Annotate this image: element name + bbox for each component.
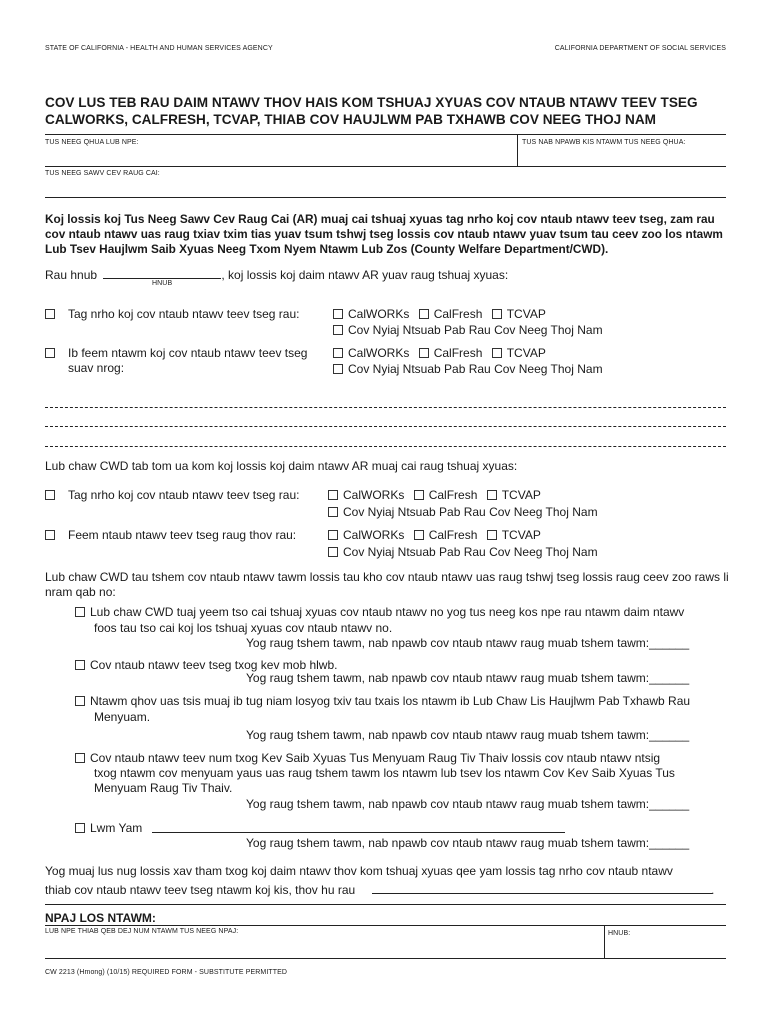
divider [45, 166, 726, 167]
checkbox-calworks[interactable] [333, 309, 343, 319]
preparer-name-field[interactable]: LUB NPE THIAB QEB DEJ NUM NTAWM TUS NEEG NPAJ: [45, 928, 239, 935]
checkbox[interactable] [45, 348, 55, 358]
checkbox-refugee[interactable] [333, 325, 343, 335]
s1-item1-label: Tag nrho koj cov ntaub ntawv teev tseg rau: [68, 307, 300, 321]
contact-input-line[interactable] [372, 893, 712, 894]
representative-field[interactable]: TUS NEEG SAWV CEV RAUG CAI: [45, 170, 160, 177]
tcvap-label: TCVAP [501, 488, 541, 502]
checkbox-tcvap[interactable] [492, 348, 502, 358]
checkbox[interactable] [45, 490, 55, 500]
s2-heading: Lub chaw CWD tab tom ua kom koj lossis koj daim ntawv AR muaj cai raug tshuaj xyuas: [45, 459, 518, 473]
s3-item3-line2: Menyuam. [94, 710, 151, 724]
s2-item1-refugee[interactable] [328, 505, 598, 520]
s2-item2-refugee[interactable] [328, 545, 598, 560]
checkbox-calworks[interactable] [333, 348, 343, 358]
date-prefix: Rau hnub [45, 268, 98, 282]
s3-heading: Lub chaw CWD tau tshem cov ntaub ntawv tawm lossis tau kho cov ntaub ntawv uas raug tshwj tseg lossis raug ceev zoo raws li nram qab no: [45, 570, 729, 599]
write-in-line[interactable] [45, 446, 726, 447]
checkbox-tcvap[interactable] [492, 309, 502, 319]
tcvap-label: TCVAP [501, 528, 541, 542]
date-suffix: , koj lossis koj daim ntawv AR yuav raug tshuaj xyuas: [221, 268, 509, 282]
calworks-label: CalWORKs [343, 528, 405, 542]
calfresh-label: CalFresh [433, 307, 483, 321]
closing-line1: Yog muaj lus nug lossis xav tham txog koj daim ntawv thov kom tshuaj xyuas qee yam lossis tag nrho cov ntaub ntawv [45, 864, 673, 878]
write-in-line[interactable] [45, 407, 726, 408]
checkbox[interactable] [75, 696, 85, 706]
s1-item1-programs [333, 307, 546, 322]
checkbox[interactable] [45, 309, 55, 319]
s1-item2-programs [333, 346, 546, 361]
checkbox[interactable] [75, 607, 85, 617]
checkbox-refugee[interactable] [328, 507, 338, 517]
calworks-label: CalWORKs [343, 488, 405, 502]
divider [45, 958, 726, 959]
s2-item2-label: Feem ntaub ntawv teev tseg raug thov rau: [68, 528, 297, 542]
s3-item1[interactable] [75, 605, 684, 620]
s3-item3-line1: Ntawm qhov uas tsis muaj ib tug niam losyog txiv tau txais los ntawm ib Lub Chaw Lis Haujlwm Pab Txhawb Rau [90, 694, 691, 708]
divider [517, 134, 518, 166]
checkbox[interactable] [75, 660, 85, 670]
agency-left: STATE OF CALIFORNIA - HEALTH AND HUMAN SERVICES AGENCY [45, 45, 273, 52]
calfresh-label: CalFresh [433, 346, 483, 360]
s3-item4-line2: txog ntawm cov menyuam yaus uas raug tshem tawm los ntawm lub tsev los ntawm Cov Kev Saib Xyuas Tus [94, 766, 675, 780]
calworks-label: CalWORKs [348, 346, 410, 360]
prepared-by-heading: NPAJ LOS NTAWM: [45, 911, 156, 925]
form-title-line2: CALWORKS, CALFRESH, TCVAP, THIAB COV HAUJLWM PAB TXHAWB COV NEEG THOJ NAM [45, 112, 656, 127]
s2-item1-programs [328, 488, 541, 503]
s3-item4[interactable] [75, 751, 660, 766]
s3-item5[interactable] [75, 821, 142, 836]
checkbox-calworks[interactable] [328, 490, 338, 500]
s1-item2[interactable] [45, 346, 307, 361]
refugee-label: Cov Nyiaj Ntsuab Pab Rau Cov Neeg Thoj Nam [348, 362, 603, 376]
divider [45, 134, 726, 135]
s3-item2-line1: Cov ntaub ntawv teev tseg txog kev mob hlwb. [90, 658, 338, 672]
checkbox-tcvap[interactable] [487, 490, 497, 500]
date-line [45, 268, 508, 283]
intro-paragraph: Koj lossis koj Tus Neeg Sawv Cev Raug Cai (AR) muaj cai tshuaj xyuas tag nrho koj cov ntaub ntawv teev tseg, zam rau cov ntaub ntawv uas raug txiav txim tias yuav tsum tshwj tseg lossis cov ntaub ntawv yuav tsum tau ceev zoo los ntawm Lub Tsev Haujlwm Saib Xyuas Neeg Txom Nyem Ntawm Lub Zos (County Welfare Department/CWD). [45, 212, 723, 256]
s1-item1-refugee[interactable] [333, 323, 603, 338]
tcvap-label: TCVAP [506, 307, 546, 321]
s1-item2-label: Ib feem ntawm koj cov ntaub ntawv teev tseg [68, 346, 308, 360]
checkbox-refugee[interactable] [333, 364, 343, 374]
checkbox-refugee[interactable] [328, 547, 338, 557]
s3-item4-reason[interactable]: Yog raug tshem tawm, nab npawb cov ntaub ntawv raug muab tshem tawm:______ [246, 797, 690, 811]
s3-item5-reason[interactable]: Yog raug tshem tawm, nab npawb cov ntaub ntawv raug muab tshem tawm:______ [246, 836, 690, 850]
s2-item1[interactable] [45, 488, 299, 503]
checkbox-calfresh[interactable] [414, 490, 424, 500]
checkbox-calfresh[interactable] [414, 530, 424, 540]
date-input[interactable] [103, 268, 221, 279]
divider [45, 925, 726, 926]
s3-item1-line2: foos tau tso cai koj los tshuaj xyuas cov ntaub ntawv no. [94, 621, 393, 635]
tcvap-label: TCVAP [506, 346, 546, 360]
checkbox-tcvap[interactable] [487, 530, 497, 540]
s3-item1-reason[interactable]: Yog raug tshem tawm, nab npawb cov ntaub ntawv raug muab tshem tawm:______ [246, 636, 690, 650]
period: . [711, 883, 715, 897]
checkbox[interactable] [75, 753, 85, 763]
s3-item3[interactable] [75, 694, 690, 709]
closing-line2: thiab cov ntaub ntawv teev tseg ntawm koj kis, thov hu rau [45, 883, 356, 897]
case-number-field[interactable]: TUS NAB NPAWB KIS NTAWM TUS NEEG QHUA: [522, 139, 686, 146]
calworks-label: CalWORKs [348, 307, 410, 321]
checkbox[interactable] [75, 823, 85, 833]
divider [604, 925, 605, 958]
date-sublabel: HNUB [152, 280, 173, 287]
refugee-label: Cov Nyiaj Ntsuab Pab Rau Cov Neeg Thoj Nam [343, 505, 598, 519]
s3-item3-reason[interactable]: Yog raug tshem tawm, nab npawb cov ntaub ntawv raug muab tshem tawm:______ [246, 728, 690, 742]
s3-item4-line3: Menyuam Raug Tiv Thaiv. [94, 781, 233, 795]
form-footer: CW 2213 (Hmong) (10/15) REQUIRED FORM - SUBSTITUTE PERMITTED [45, 969, 288, 976]
other-input-line[interactable] [152, 832, 565, 833]
refugee-label: Cov Nyiaj Ntsuab Pab Rau Cov Neeg Thoj Nam [343, 545, 598, 559]
checkbox-calworks[interactable] [328, 530, 338, 540]
s3-item1-line1: Lub chaw CWD tuaj yeem tso cai tshuaj xyuas cov ntaub ntawv no yog tus neeg kos npe rau ntawm daim ntawv [90, 605, 685, 619]
s1-item2-refugee[interactable] [333, 362, 603, 377]
checkbox[interactable] [45, 530, 55, 540]
s3-item5-label: Lwm Yam [90, 821, 143, 835]
recipient-name-field[interactable]: TUS NEEG QHUA LUB NPE: [45, 139, 139, 146]
preparer-date-field[interactable]: HNUB: [608, 930, 631, 937]
calfresh-label: CalFresh [428, 488, 478, 502]
divider [45, 197, 726, 198]
write-in-line[interactable] [45, 426, 726, 427]
divider [45, 904, 726, 905]
form-title-line1: COV LUS TEB RAU DAIM NTAWV THOV HAIS KOM TSHUAJ XYUAS COV NTAUB NTAWV TEEV TSEG [45, 95, 698, 110]
s2-item1-label: Tag nrho koj cov ntaub ntawv teev tseg rau: [68, 488, 300, 502]
checkbox-calfresh[interactable] [419, 348, 429, 358]
s3-item4-line1: Cov ntaub ntawv teev num txog Kev Saib Xyuas Tus Menyuam Raug Tiv Thaiv lossis cov ntaub ntawv ntsig [90, 751, 661, 765]
s1-item2-label2: suav nrog: [68, 361, 125, 375]
s3-item2-reason[interactable]: Yog raug tshem tawm, nab npawb cov ntaub ntawv raug muab tshem tawm:______ [246, 671, 690, 685]
s1-item1[interactable] [45, 307, 299, 322]
refugee-label: Cov Nyiaj Ntsuab Pab Rau Cov Neeg Thoj Nam [348, 323, 603, 337]
checkbox-calfresh[interactable] [419, 309, 429, 319]
s2-item2-programs [328, 528, 541, 543]
calfresh-label: CalFresh [428, 528, 478, 542]
s2-item2[interactable] [45, 528, 296, 543]
agency-right: CALIFORNIA DEPARTMENT OF SOCIAL SERVICES [554, 45, 726, 52]
